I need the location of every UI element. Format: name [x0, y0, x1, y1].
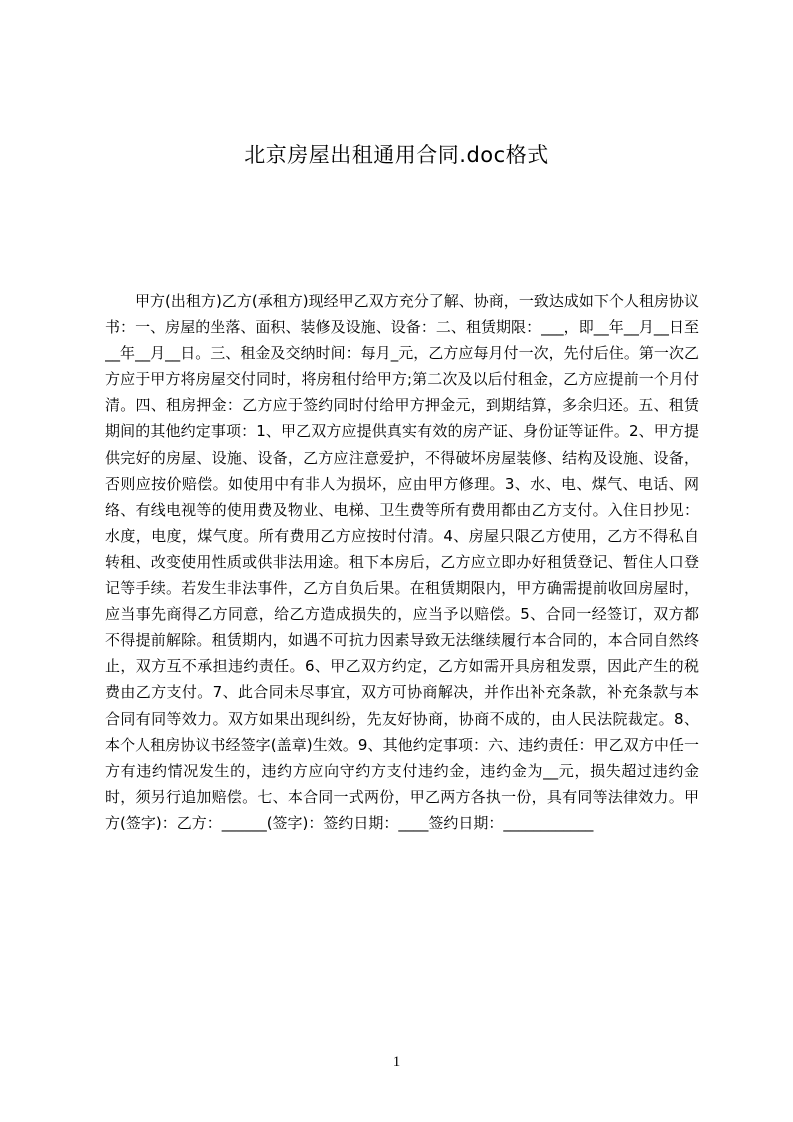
contract-body-text: 甲方(出租方)乙方(承租方)现经甲乙双方充分了解、协商，一致达成如下个人租房协议书：一、房屋的坐落、面积、装修及设施、设备：二、租赁期限：___，即__年__月__日至__年__月__日。三、租金及交纳时间：每月_元，乙方应每月付一次，先付后住。第一次乙方应于甲方将房屋交付同时，将房租付给甲方;第二次及以后付租金，乙方应提前一个月付清。四、租房押金：乙方应于签约同时付给甲方押金元，到期结算，多余归还。五、租赁期间的其他约定事项：1、甲乙双方应提供真实有效的房产证、身份证等证件。2、甲方提供完好的房屋、设施、设备，乙方应注意爱护，不得破坏房屋装修、结构及设施、设备，否则应按价赔偿。如使用中有非人为损坏，应由甲方修理。3、水、电、煤气、电话、网络、有线电视等的使用费及物业、电梯、卫生费等所有费用都由乙方支付。入住日抄见：水度，电度，煤气度。所有费用乙方应按时付清。4、房屋只限乙方使用，乙方不得私自转租、改变使用性质或供非法用途。租下本房后，乙方应立即办好租赁登记、暂住人口登记等手续。若发生非法事件，乙方自负后果。在租赁期限内，甲方确需提前收回房屋时，应当事先商得乙方同意，给乙方造成损失的，应当予以赔偿。5、合同一经签订，双方都不得提前解除。租赁期内，如遇不可抗力因素导致无法继续履行本合同的，本合同自然终止，双方互不承担违约责任。6、甲乙双方约定，乙方如需开具房租发票，因此产生的税费由乙方支付。7、此合同未尽事宜，双方可协商解决，并作出补充条款，补充条款与本合同有同等效力。双方如果出现纠纷，先友好协商，协商不成的，由人民法院裁定。8、本个人租房协议书经签字(盖章)生效。9、其他约定事项：六、违约责任：甲乙双方中任一方有违约情况发生的，违约方应向守约方支付违约金，违约金为__元，损失超过违约金时，须另行追加赔偿。七、本合同一式两份，甲乙两方各执一份，具有同等法律效力。甲方(签字)：乙方：______(签字)：签约日期：____签约日期：____________	[105, 292, 699, 832]
document-title: 北京房屋出租通用合同.doc格式	[244, 143, 549, 167]
page-number: 1	[392, 1054, 401, 1070]
